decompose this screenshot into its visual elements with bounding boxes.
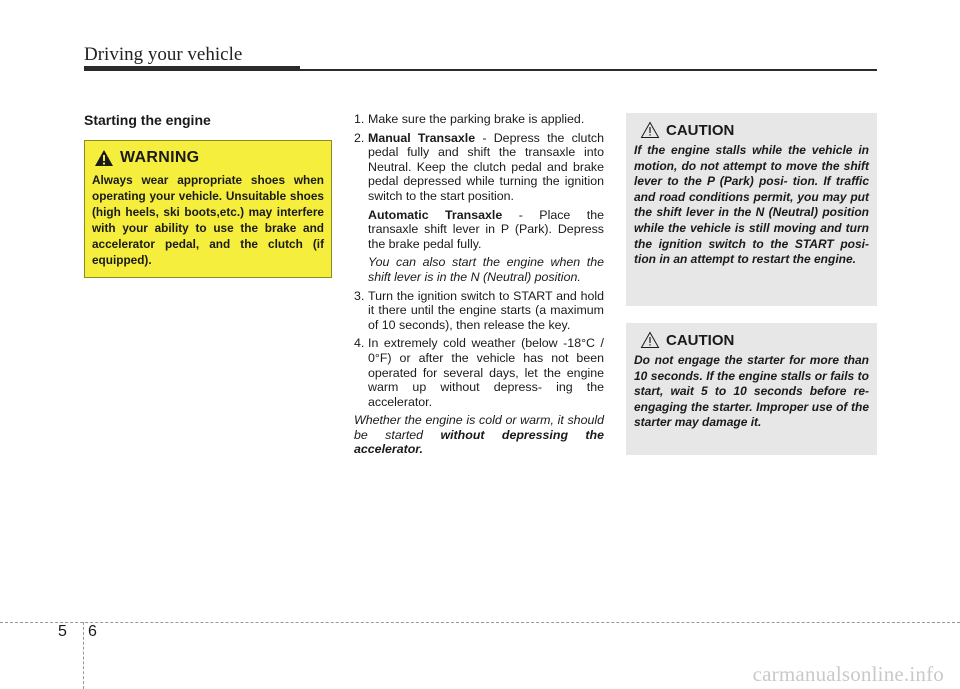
manual-transaxle-text: - Depress the clutch pedal fully and shift the transaxle into Neutral. Keep the clutch pedal and brake pedal depressed while turning the ignition switch to the start position. xyxy=(368,130,604,203)
caution-box-starter xyxy=(626,323,877,455)
step-3 xyxy=(354,289,604,333)
manual-transaxle-label: Manual Transaxle xyxy=(368,130,476,145)
caution-text: If the engine stalls while the vehicle in motion, do not attempt to move the shift lever to the P (Park) posi- tion. If traffic and road conditions permit, you may put the shift lever in the N (Neutral) position while the vehicle is still moving and turn the ignition switch to the START posi- tion in an attempt to restart the engine. xyxy=(634,143,869,267)
warning-text: Always wear appropriate shoes when operating your vehicle. Unsuitable shoes (high heels, ski boots,etc.) may interfere with your ability to use the brake and accelerator pedal, and the clutch (if equipped). xyxy=(92,173,324,267)
step-number: 1. xyxy=(354,112,365,126)
step-number: 2. xyxy=(354,130,365,145)
step-text: Turn the ignition switch to START and hold it there until the engine starts (a maximum of 10 seconds), then release the key. xyxy=(368,288,604,332)
page-number: 6 xyxy=(88,623,97,640)
caution-text: Do not engage the starter for more than 10 seconds. If the engine stalls or fails to start, wait 5 to 10 seconds before re-engaging the starter. Improper use of the starter may damage it. xyxy=(634,353,869,430)
instructions-column xyxy=(354,112,604,457)
neutral-start-note: You can also start the engine when the shift lever is in the N (Neutral) position. xyxy=(368,255,604,284)
warning-box xyxy=(84,140,332,278)
step-number: 4. xyxy=(354,336,365,351)
header-rule-thick xyxy=(84,66,300,71)
caution-box-stall xyxy=(626,113,877,306)
footer-divider xyxy=(0,622,960,623)
automatic-transaxle-text: - Place the transaxle shift lever in P (Park). Depress the brake pedal fully. xyxy=(368,207,604,251)
step-4 xyxy=(354,336,604,409)
caution-header xyxy=(640,331,869,349)
step-2 xyxy=(354,131,604,204)
caution-label: CAUTION xyxy=(666,121,735,139)
step-text: In extremely cold weather (below -18°C / 0°F) or after the vehicle has not been operated for several days, let the engine warm up without depress- ing the accelerator. xyxy=(368,336,604,409)
caution-triangle-icon xyxy=(640,121,660,139)
warning-label: WARNING xyxy=(120,149,200,166)
chapter-number: 5 xyxy=(58,623,67,640)
header-title: Driving your vehicle xyxy=(84,44,243,65)
warning-header xyxy=(94,149,324,167)
step-text: Make sure the parking brake is applied. xyxy=(368,112,585,126)
watermark: carmanualsonline.info xyxy=(752,662,944,686)
closing-note xyxy=(354,413,604,457)
caution-label: CAUTION xyxy=(666,331,735,349)
caution-triangle-icon xyxy=(640,331,660,349)
step-text xyxy=(368,131,604,204)
closing-note-bold: without depressing the accelerator. xyxy=(354,427,604,457)
footer-vertical-divider xyxy=(83,622,84,689)
warning-triangle-icon xyxy=(94,149,114,167)
header-rule-thin xyxy=(300,69,877,71)
step-1 xyxy=(354,112,604,127)
closing-note-text: Whether the engine is cold or warm, it should be started xyxy=(354,413,604,442)
step-number: 3. xyxy=(354,288,365,303)
automatic-transaxle-label: Automatic Transaxle xyxy=(368,207,503,222)
section-title: Starting the engine xyxy=(84,112,211,128)
caution-header xyxy=(640,121,869,139)
automatic-transaxle-paragraph xyxy=(368,208,604,252)
